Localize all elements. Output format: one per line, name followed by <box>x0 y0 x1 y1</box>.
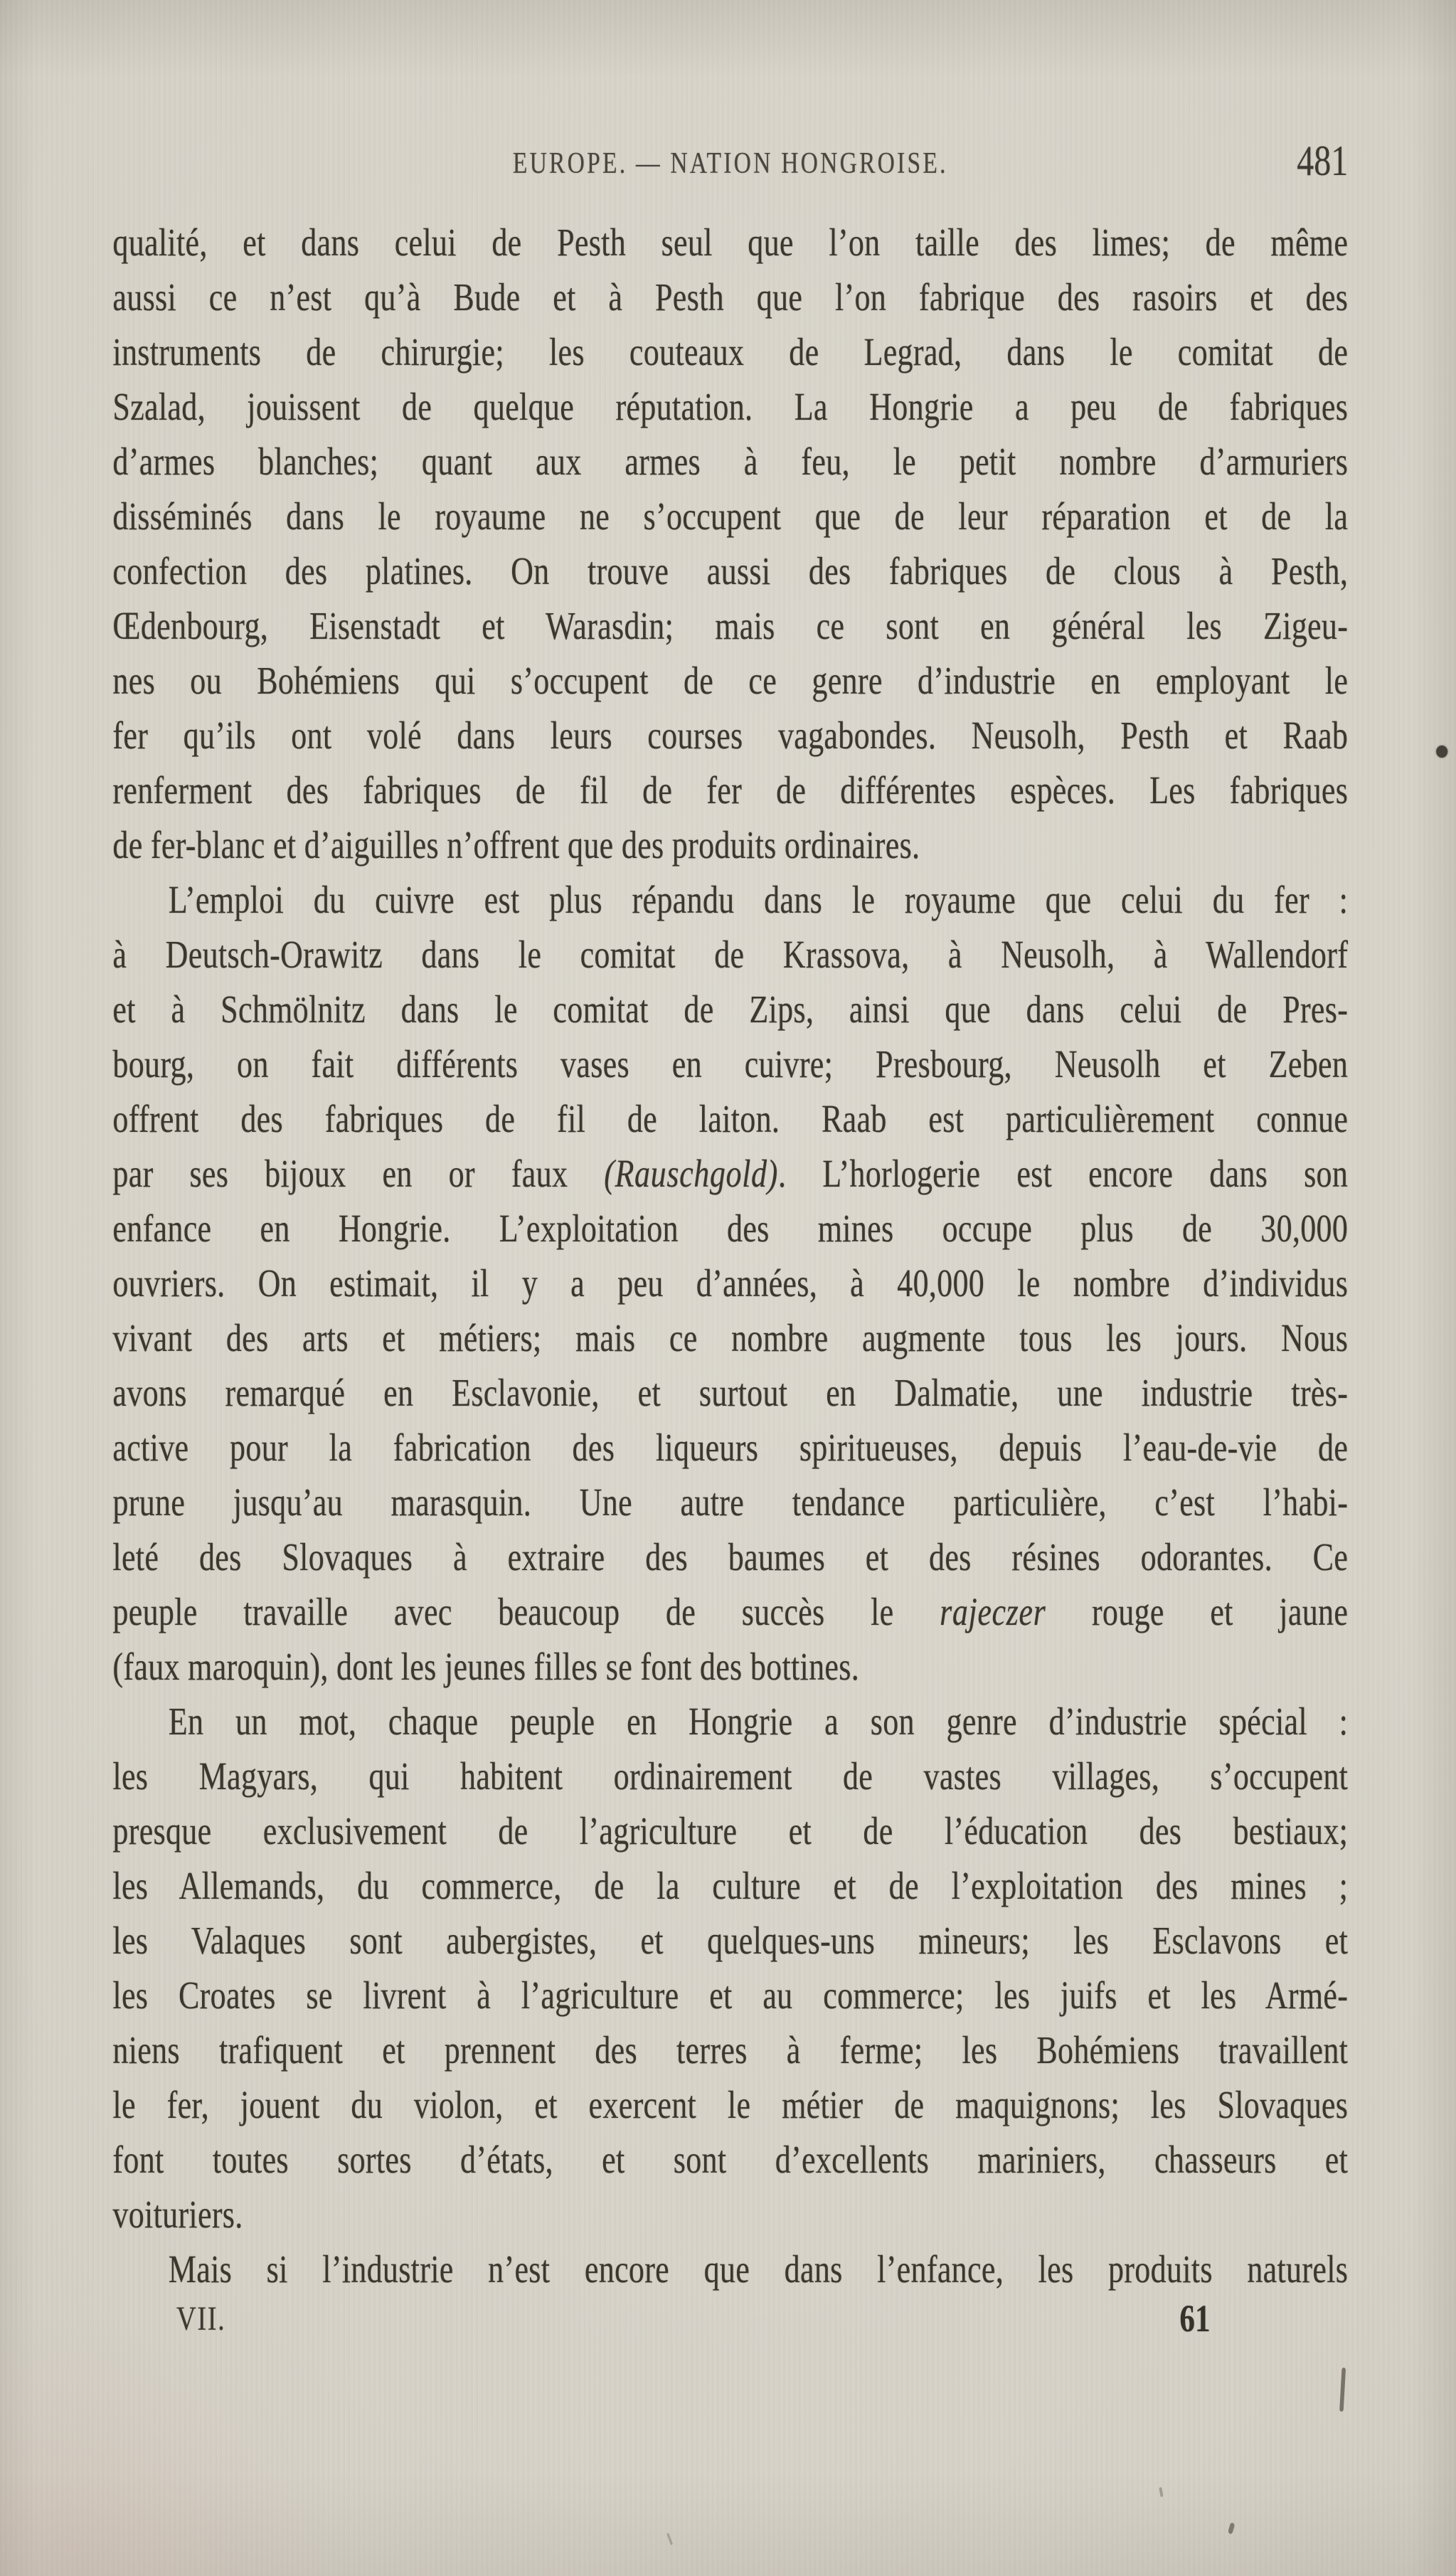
text-line: Œdenbourg, Eisenstadt et Warasdin; mais ce sont en général les Zigeu- <box>112 604 1349 647</box>
volume-number: VII. <box>176 2300 226 2338</box>
page-footer <box>112 2295 1348 2359</box>
text-line: les Croates se livrent à l’agriculture et au commerce; les juifs et les Armé- <box>112 1973 1349 2017</box>
page-header <box>112 137 1348 188</box>
text-line: L’emploi du cuivre est plus répandu dans le royaume que celui du fer : <box>168 878 1349 921</box>
text-line: confection des platines. On trouve aussi des fabriques de clous à Pesth, <box>112 549 1349 593</box>
text-line: peuple travaille avec beaucoup de succès le rajeczer rouge et jaune <box>112 1590 1349 1633</box>
text-line: vivant des arts et métiers; mais ce nombre augmente tous les jours. Nous <box>112 1316 1349 1359</box>
text-line: active pour la fabrication des liqueurs spiritueuses, depuis l’eau-de-vie de <box>112 1426 1349 1469</box>
text-line: le fer, jouent du violon, et exercent le métier de maquignons; les Slovaques <box>112 2083 1349 2126</box>
text-line: les Valaques sont aubergistes, et quelques-uns mineurs; les Esclavons et <box>112 1919 1349 1962</box>
text-line: les Magyars, qui habitent ordinairement de vastes villages, s’occupent <box>112 1754 1349 1798</box>
ink-spot <box>1436 746 1447 758</box>
text-line: nes ou Bohémiens qui s’occupent de ce genre d’industrie en employant le <box>112 659 1349 702</box>
text-line: En un mot, chaque peuple en Hongrie a son genre d’industrie spécial : <box>168 1700 1349 1743</box>
running-title: EUROPE. — NATION HONGROISE. <box>512 147 948 180</box>
text-line: font toutes sortes d’états, et sont d’excellents mariniers, chasseurs et <box>112 2138 1349 2181</box>
text-line: ouvriers. On estimait, il y a peu d’années, à 40,000 le nombre d’individus <box>112 1261 1349 1305</box>
text-line: prune jusqu’au marasquin. Une autre tendance particulière, c’est l’habi- <box>112 1480 1349 1524</box>
paper-speck <box>1159 2487 1163 2498</box>
text-line: à Deutsch-Orawitz dans le comitat de Krassova, à Neusolh, à Wallendorf <box>112 933 1349 976</box>
text-line: d’armes blanches; quant aux armes à feu, le petit nombre d’armuriers <box>112 440 1349 483</box>
paper-speck <box>1228 2522 1235 2535</box>
ink-smudge <box>1339 2368 1346 2412</box>
text-line: presque exclusivement de l’agriculture et de l’éducation des bestiaux; <box>112 1809 1349 1853</box>
text-line: enfance en Hongrie. L’exploitation des mines occupe plus de 30,000 <box>112 1207 1349 1250</box>
text-line: leté des Slovaques à extraire des baumes et des résines odorantes. Ce <box>112 1535 1349 1579</box>
text-line: renferment des fabriques de fil de fer de différentes espèces. Les fabriques <box>112 768 1349 812</box>
text-line: offrent des fabriques de fil de laiton. Raab est particulièrement connue <box>112 1097 1349 1140</box>
page-number: 481 <box>1297 137 1349 184</box>
signature-number: 61 <box>1179 2297 1211 2340</box>
text-line: et à Schmölnitz dans le comitat de Zips, ainsi que dans celui de Pres- <box>112 987 1349 1031</box>
text-line: niens trafiquent et prennent des terres à ferme; les Bohémiens travaillent <box>112 2028 1349 2072</box>
text-line: voituriers. <box>112 2193 243 2236</box>
text-line: de fer-blanc et d’aiguilles n’offrent que des produits ordinaires. <box>112 823 920 866</box>
paper-speck <box>666 2533 673 2545</box>
text-line: disséminés dans le royaume ne s’occupent que de leur réparation et de la <box>112 494 1349 538</box>
page-body <box>112 215 1348 2296</box>
text-line: Mais si l’industrie n’est encore que dans l’enfance, les produits naturels <box>168 2247 1349 2291</box>
text-line: par ses bijoux en or faux (Rauschgold). L’horlogerie est encore dans son <box>112 1152 1349 1195</box>
text-line: Szalad, jouissent de quelque réputation. La Hongrie a peu de fabriques <box>112 385 1349 428</box>
text-line: avons remarqué en Esclavonie, et surtout en Dalmatie, une industrie très- <box>112 1371 1349 1414</box>
text-line: fer qu’ils ont volé dans leurs courses vagabondes. Neusolh, Pesth et Raab <box>112 714 1349 757</box>
text-line: les Allemands, du commerce, de la culture et de l’exploitation des mines ; <box>112 1864 1349 1907</box>
text-line: bourg, on fait différents vases en cuivre; Presbourg, Neusolh et Zeben <box>112 1042 1349 1086</box>
text-line: (faux maroquin), dont les jeunes filles se font des bottines. <box>112 1645 860 1688</box>
text-line: aussi ce n’est qu’à Bude et à Pesth que l’on fabrique des rasoirs et des <box>112 275 1349 319</box>
text-line: instruments de chirurgie; les couteaux de Legrad, dans le comitat de <box>112 330 1349 373</box>
text-line: qualité, et dans celui de Pesth seul que l’on taille des limes; de même <box>112 221 1349 264</box>
